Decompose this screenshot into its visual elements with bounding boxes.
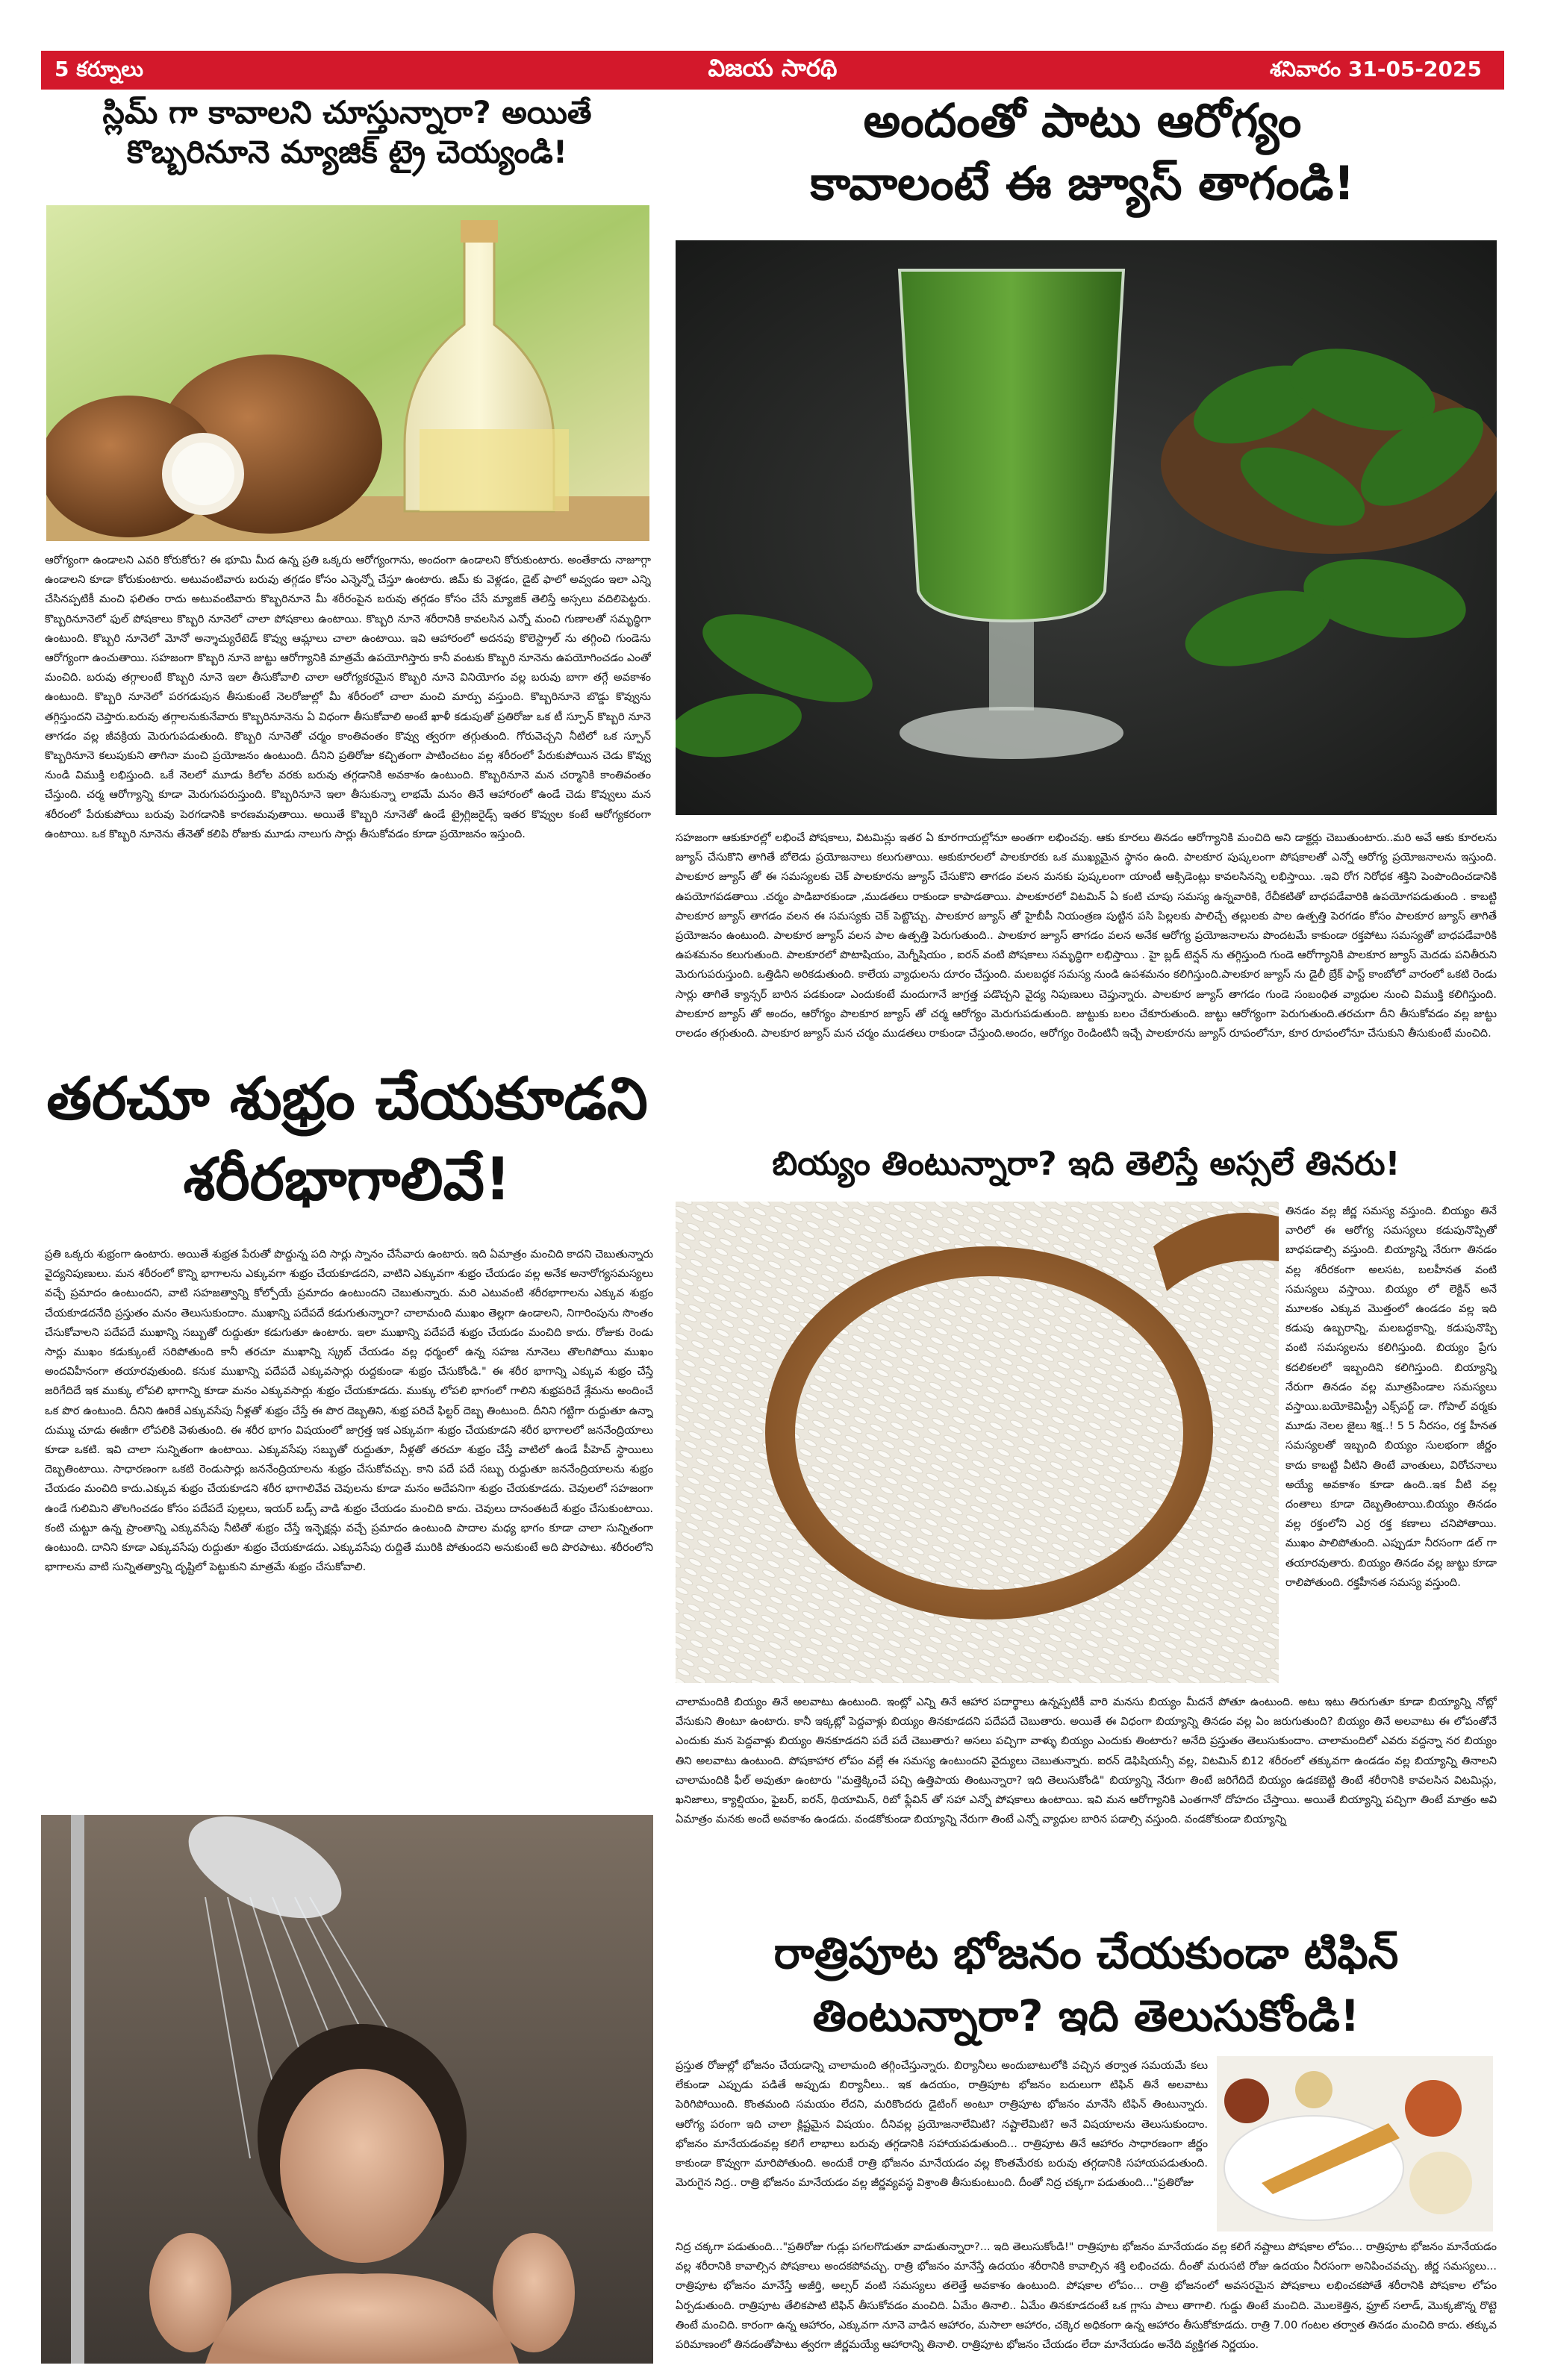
cleaning-headline (41, 1060, 653, 1220)
juice-headline (664, 90, 1500, 214)
juice-body: సహజంగా ఆకుకూరల్లో లభించే పోషకాలు, విటమిన్లు ఇతర ఏ కూరగాయల్లోనూ అంతగా లభించవు. ఆకు కూరలు తినడం ఆరోగ్యానికి మంచిది అని డాక్టర్లు చెబుతుంటారు..మరి అవే ఆకు కూరలను జ్యూస్ చేసుకొని తాగితే బోలెడు ప్రయోజనాలు కలుగుతాయి. ఆకుకూరలలో పాలకూరకు ఒక ముఖ్యమైన స్థానం ఉంది. పాలకూర పుష్కలంగా పోషకాలతో ఎన్నో ఆరోగ్య ప్రయోజనాలను ఇస్తుంది. పాలకూర జ్యూస్ తో ఈ సమస్యలకు చెక్ పాలకూరను జ్యూస్ చేసుకొని తాగడం వలన మనకు పుష్కలంగా యాంటీ ఆక్సిడెంట్లు కావలసినన్ని లభిస్తాయి. .ఇవి రోగ నిరోధక శక్తిని పెంపొందించడానికి ఉపయోగపడతాయి .చర్మం పాడిబారకుండా ,ముడతలు రాకుండా కాపాడతాయి. పాలకూరలో విటమిన్ ఏ కంటి చూపు సమస్య ఉన్నవారికి, రేచీకటితో బాధపడేవారికి ఉపయోగపడుతుంది . కాబట్టి పాలకూర జ్యూస్ తాగడం వలన ఈ సమస్యకు చెక్ పెట్టొచ్చు. పాలకూర జ్యూస్ తో హైబీపీ నియంత్రణ పుట్టిన పసి పిల్లలకు పాలిచ్చే తల్లులకు పాల ఉత్పత్తి పెరగడం కోసం పాలకూర జ్యూస్ తాగితే ప్రయోజనం ఉంటుంది. పాలకూర జ్యూస్ వలన పాల ఉత్పత్తి పెరుగుతుంది.. పాలకూర జ్యూస్ తాగడం వలన అనేక ఆరోగ్య ప్రయోజనాలను పొందటమే కాకుండా రక్తపోటు సమస్యతో బాధపడేవారికి ఉపశమనం కలుగుతుంది. పాలకూరలో పొటాషియం, మెగ్నీషియం , ఐరన్ వంటి పోషకాలు సమృద్ధిగా లభిస్తాయి . హై బ్లడ్ టెన్షన్ ను తగ్గిస్తుంది గుండె ఆరోగ్యానికి పాలకూర జ్యూస్ మెదడు పనితీరుని మెరుగుపరుస్తుంది. ఒత్తిడిని అరికడుతుంది. కాలేయ వ్యాధులను దూరం చేస్తుంది. మలబద్ధక సమస్య నుండి ఉపశమనం కలిగిస్తుంది.పాలకూర జ్యూస్ ను డైలీ బ్రేక్ ఫాస్ట్ కాంబోలో వారంలో ఒకటి రెండు సార్లు తాగితే క్యాన్సర్ బారిన పడకుండా ఎందుకంటే మందుగానే జాగ్రత్త పడొచ్చని వైద్య నిపుణులు చెప్తున్నారు. పాలకూర జ్యూస్ తాగడం గుండె సంబంధిత వ్యాధుల నుంచి విముక్తి కలిగిస్తుంది. పాలకూర జ్యూస్ తో అందం, ఆరోగ్యం పాలకూర జ్యూస్ తో చర్మ ఆరోగ్యం మెరుగుపడుతుంది. జుట్టుకు బలం చేకూరుతుంది. జుట్టు ఆరోగ్యంగా పెరుగుతుంది.తరచుగా దీని తీసుకోవడం వల్ల జుట్టు రాలడం తగ్గుతుంది. పాలకూర జ్యూస్ మన చర్మం ముడతలు రాకుండా చేస్తుంది.అందం, ఆరోగ్యం రెండింటినీ ఇచ్చే పాలకూరను జ్యూస్ రూపంలోనూ, కూర రూపంలోనూ చేసుకుని తీసుకుంటే మంచిది. (676, 831, 1497, 1040)
juice-headline-line1: అందంతో పాటు ఆరోగ్యం (863, 93, 1302, 148)
cleaning-headline-line1: తరచూ శుభ్రం చేయకూడని (46, 1066, 648, 1133)
coconut-body: ఆరోగ్యంగా ఉండాలని ఎవరి కోరుకోరు? ఈ భూమి మీద ఉన్న ప్రతి ఒక్కరు ఆరోగ్యంగాను, అందంగా ఉండాలని కోరుకుంటారు. అంతేకాదు నాజూగ్గా ఉండాలని కూడా కోరుకుంటారు. అటువంటివారు బరువు తగ్గడం కోసం ఎన్నెన్నో చేస్తూ ఉంటారు. జిమ్ కు వెళ్లడం, డైట్ ఫాలో అవ్వడం ఇలా ఎన్ని చేసినప్పటికీ మంచి ఫలితం రాదు అటువంటివారు కొబ్బరినూనె మీ శరీరంపైన బరువు తగ్గడం కోసం చేసే మ్యాజిక్ తెలిస్తే అస్సలు వదిలిపెట్టరు. కొబ్బరినూనెలో ఫుల్ పోషకాలు కొబ్బరి నూనెలో చాలా పోషకాలు ఉంటాయి. కొబ్బరి నూనె శరీరానికి కావలసిన ఎన్నో మంచి గుణాలతో సమృద్ధిగా ఉంటుంది. కొబ్బరి నూనెలో మోనో అన్శాచ్యురేటెడ్ కొవ్వు ఆమ్లాలు చాలా ఉంటాయి. ఇవి ఆహారంలో అదనపు కొలెస్ట్రాల్ ను తగ్గించి గుండెను ఆరోగ్యంగా ఉంచుతాయి. సహజంగా కొబ్బరి నూనె జుట్టు ఆరోగ్యానికి మాత్రమే ఉపయోగిస్తారు కానీ వంటకు కొబ్బరి నూనెను ఉపయోగించడం ఎంతో మంచిది. బరువు తగ్గాలంటే కొబ్బరి నూనె ఇలా తీసుకోవాలి చాలా ఆరోగ్యకరమైన కొబ్బరి నూనె వినియోగం వల్ల బరువు బాగా తగ్గే అవకాశం ఉంటుంది. కొబ్బరి నూనెలో పరగడుపున తీసుకుంటే నెలరోజుల్లో మీ శరీరంలో చాలా మంచి మార్పు వస్తుంది. కొబ్బరినూనె బొడ్డు కొవ్వును తగ్గిస్తుందని చెప్తారు.బరువు తగ్గాలనుకునేవారు కొబ్బరినూనెను ఏ విధంగా తీసుకోవాలి అంటే ఖాళీ కడుపుతో ప్రతిరోజు ఒక టీ స్పూన్ కొబ్బరి నూనె తాగడం వల్ల జీవక్రియ మెరుగుపడుతుంది. కొబ్బరి నూనెతో చర్మం కాంతివంతం కొవ్వు త్వరగా తగ్గుతుంది. గోరువెచ్చని నీటిలో ఒక స్పూన్ కొబ్బరినూనె కలుపుకుని తాగినా మంచి ప్రయోజనం ఉంటుంది. దీనిని ప్రతిరోజు కచ్చితంగా పాటించటం వల్ల శరీరంలో పేరుకుపోయిన చెడు కొవ్వు నుండి విముక్తి లభిస్తుంది. ఒకే నెలలో మూడు కిలోల వరకు బరువు తగ్గడానికి అవకాశం ఉంటుంది. కొబ్బరినూనె మన చర్మానికి కాంతివంతం చేస్తుంది. చర్మ ఆరోగ్యాన్ని కూడా మెరుగుపరుస్తుంది. కొబ్బరినూనె ఇలా తీసుకున్నా లాభమే మనం తినే ఆహారంలో ఉండే చెడు కొవ్వులు మన శరీరంలో పేరుకుపోయి బరువు పెరగడానికి కారణమవుతాయి. అయితే కొబ్బరి నూనెతో ఉండే ట్రైగ్లిజరైడ్స్ ఇతర కొవ్వుల కంటే ఆరోగ్యకరంగా ఉంటాయి. ఒక కొబ్బరి నూనెను తేనెతో కలిపి రోజుకు మూడు నాలుగు సార్లు తీసుకోవడం కూడా ప్రయోజనం ఇస్తుంది. (45, 554, 651, 840)
rice-headline: బియ్యం తింటున్నారా? ఇది తెలిస్తే అస్సలే తినరు! (772, 1145, 1400, 1183)
masthead-bar (41, 51, 1504, 90)
page-label: 5 కర్నూలు (54, 57, 143, 81)
cleaning-headline-line2: శరీరభాగాలివే! (183, 1146, 511, 1214)
rice-bottom-body: చాలామందికి బియ్యం తినే అలవాటు ఉంటుంది. ఇంట్లో ఎన్ని తినే ఆహార పదార్థాలు ఉన్నప్పటికీ వారి మనసు బియ్యం మీదనే పోతూ ఉంటుంది. అటు ఇటు తిరుగుతూ కూడా బియ్యాన్ని నోట్లో వేసుకుని తింటూ ఉంటారు. కానీ ఇక్కట్లో పెద్దవాళ్లు బియ్యం తినకూడదని పదేపదే చెబుతారు. అయితే ఈ విధంగా బియ్యాన్ని తినడం వల్ల ఏం జరుగుతుంది? బియ్యం తినే అలవాటు ఈ లోపంతోనే ఎందుకు మన పెద్దవాళ్లు బియ్యం తినకూడదని పదే పదే చెబుతారు? అసలు పచ్చిగా వాళ్ళు బియ్యం ఎందుకు తింటారు? అనేది ప్రస్తుతం తెలుసుకుందాం. చాలామందిలో ఎవరు వద్దన్నా నర బియ్యం తిని అలవాటు ఉంటుంది. పోషకాహార లోపం వల్లే ఈ సమస్య ఉంటుందని వైద్యులు చెబుతున్నారు. ఐరన్ డెఫిషియన్సీ వల్ల, విటమిన్ బి12 శరీరంలో తక్కువగా ఉండడం వల్ల బియ్యాన్ని తినాలని చాలామందికి ఫీల్ అవుతూ ఉంటారు "మత్తెక్కించే పచ్చి ఉత్తిపాయ తింటున్నారా? ఇది తెలుసుకోండి" బియ్యాన్ని నేరుగా తింటే జరిగేదిదే బియ్యం ఉడకబెట్టి తింటే శరీరానికి కావలసిన విటమిన్లు, ఖనిజాలు, క్యాల్షియం, ఫైబర్, ఐరన్, థియామిన్, రిబో ఫ్లేవిన్ తో సహా ఎన్నో పోషకాలు ఉంటాయి. ఇవి మన ఆరోగ్యానికి ఎంతగానో దోహదం చేస్తాయి. అయితే బియ్యాన్ని పచ్చిగా తింటే మాత్రం అవి ఏమాత్రం మనకు అందే అవకాశం ఉండదు. వండకోకుండా బియ్యాన్ని నేరుగా తింటే ఎన్నో వ్యాధుల బారిన పడాల్సి వస్తుంది. వండకోకుండా బియ్యాన్ని (676, 1696, 1497, 1826)
newspaper-name: విజయ సారథి (708, 54, 838, 82)
edition-date: శనివారం 31-05-2025 (1269, 57, 1482, 81)
tiffin-side-body: ప్రస్తుత రోజుల్లో భోజనం చేయడాన్ని చాలామంది తగ్గించేస్తున్నారు. బిర్యానీలు అందుబాటులోకి వచ్చిన తర్వాత సమయమే కలు లేకుండా ఎప్పుడు పడితే అప్పుడు బిర్యానీలు.. ఇక ఉదయం, రాత్రిపూట భోజనం బదులుగా టిఫిన్ తినే అలవాటు పెరిగిపోయింది. కొంతమంది సమయం లేదని, మరికొందరు డైటింగ్ అంటూ రాత్రిపూట భోజనం మానేసి టిఫిన్ తింటున్నారు. ఆరోగ్య పరంగా ఇది చాలా క్లిష్టమైన విషయం. దీనివల్ల ప్రయోజనాలేమిటి? నష్టాలేమిటి? అనే విషయాలను తెలుసుకుందాం. భోజనం మానేయడంవల్ల కలిగే లాభాలు బరువు తగ్గడానికి సహాయపడుతుంది... రాత్రిపూట తినే ఆహారం సాధారణంగా జీర్ణం కాకుండా కొవ్వుగా మారిపోతుంది. అందుకే రాత్రి భోజనం మానేయడం వల్ల కొంతమేరకు బరువు తగ్గడానికి సహాయపడుతుంది. మెరుగైన నిద్ర.. రాత్రి భోజనం మానేయడం వల్ల జీర్ణవ్యవస్థ విశ్రాంతి తీసుకుంటుంది. దీంతో నిద్ర చక్కగా పడుతుంది..."ప్రతిరోజు (676, 2059, 1208, 2190)
tiffin-bottom-body: నిద్ర చక్కగా పడుతుంది..."ప్రతిరోజు గుడ్లు పగలగొడుతూ వాడుతున్నారా?... ఇది తెలుసుకోండి!" రాత్రిపూట భోజనం మానేయడం వల్ల కలిగే నష్టాలు పోషకాల లోపం... రాత్రిపూట భోజనం మానేయడం వల్ల శరీరానికి కావాల్సిన పోషకాలు అందకపోవచ్చు. రాత్రి భోజనం మానేస్తే ఉదయం శరీరానికి కావాల్సిన శక్తి లభించదు. దీంతో మరుసటి రోజు ఉదయం నీరసంగా అనిపించవచ్చు. జీర్ణ సమస్యలు... రాత్రిపూట భోజనం మానేస్తే అజీర్తి, అల్సర్ వంటి సమస్యలు తలెత్తే అవకాశం ఉంటుంది. పోషకాల లోపం... రాత్రి భోజనంలో అవసరమైన పోషకాలు లభించకపోతే శరీరానికి పోషకాల లోపం ఏర్పడుతుంది. రాత్రిపూట తేలికపాటి టిఫిన్ తీసుకోవడం మంచిది. ఏమేం తినాలి.. ఏమేం తినకూడదంటే ఒక గ్లాసు పాలు తాగాలి. గుడ్డు తింటే మంచిది. మొలకెత్తిన, ఫ్రూట్ సలాడ్, మొక్కజొన్న రొట్టె తింటే మంచిది. కారంగా ఉన్న ఆహారం, ఎక్కువగా నూనె వాడిన ఆహారం, మసాలా ఆహారం, చక్కెర అధికంగా ఉన్న ఆహారం తీసుకోకూడదు. రాత్రి 7.00 గంటల తర్వాత తినడం మంచిది కాదు. తక్కువ పరిమాణంలో తినడంతోపాటు త్వరగా జీర్ణమయ్యే ఆహారాన్ని తినాలి. రాత్రిపూట భోజనం చేయడం లేదా మానేయడం అనేది వ్యక్తిగత నిర్ణయం. (676, 2240, 1497, 2352)
rice-photo (676, 1202, 1279, 1683)
tiffin-food-photo (1217, 2056, 1493, 2231)
coconut-headline-line1: స్లిమ్ గా కావాలని చూస్తున్నారా? అయితే (102, 94, 592, 131)
cleaning-body: ప్రతి ఒక్కరు శుభ్రంగా ఉంటారు. అయితే శుభ్రత పేరుతో పొద్దున్న పది సార్లు స్నానం చేసేవారు ఉంటారు. ఇది ఏమాత్రం మంచిది కాదని చెబుతున్నారు వైద్యనిపుణులు. మన శరీరంలో కొన్ని భాగాలను ఎక్కువగా శుభ్రం చేయకూడదని, వాటిని ఎక్కువగా శుభ్రం చేయడం వల్ల అనేక అనారోగ్యసమస్యలు వచ్చే ప్రమాదం ఉంటుందని, వాటి సహజత్వాన్ని కోల్పోయే ప్రమాదం ఉంటుందని చెబుతున్నారు. మరి ఎటువంటి శరీరభాగాలను ఎక్కువ శుభ్రం చేయకూడదనేది ప్రస్తుతం మనం తెలుసుకుందాం. ముఖాన్ని పదేపదే కడుగుతున్నారా? చాలామంది ముఖం తెల్లగా ఉండాలని, నిగారింపును సొంతం చేసుకోవాలని పదేపదే ముఖాన్ని సబ్బుతో రుద్దుతూ కడుగుతూ ఉంటారు. ఇలా ముఖాన్ని పదేపదే శుభ్రం చేయడం మంచిది కాదు. రోజుకు రెండు సార్లు ముఖం కడుక్కుంటే సరిపోతుంది కానీ తరచూ ముఖాన్ని స్క్రబ్ చేయడం వల్ల ధర్మంలో ఉన్న సహజ నూనెలు తొలగిపోయి ముఖం అందవిహీనంగా తయారవుతుంది. కనుక ముఖాన్ని పదేపదే ఎక్కువసార్లు రుద్దకుండా శుభ్రం చేసుకోండి." ఈ శరీర భాగాన్ని ఎక్కువ శుభ్రం చేస్తే జరిగేదిదే ఇక ముక్కు లోపలి భాగాన్ని కూడా మనం ఎక్కువసార్లు శుభ్రం చేయకూడదు. ముక్కు లోపలి భాగంలో గాలిని శుభ్రపరిచే శ్లేమను అందించే ఒక పొర ఉంటుంది. దీనిని ఊరికే ఎక్కువసేపు నీళ్లతో శుభ్రం చేస్తే ఈ పొర దెబ్బతిని, శుభ్ర పరిచే ఫిల్టర్ దెబ్బ తింటుంది. దీనిని గట్టిగా రుద్దుతూ ఉన్నా దుమ్ము చూడు ఈజీగా లోపలికి వెళుతుంది. ఈ శరీర భాగం విషయంలో జాగ్రత్త ఇక ఎక్కువగా శుభ్రం చేయకూడని శరీర భాగాలలో జననేంద్రియాలు కూడా ఒకటి. ఇవి చాలా సున్నితంగా ఉంటాయి. ఎక్కువసేపు సబ్బుతో రుద్దుతూ, నీళ్లతో తరచూ శుభ్రం చేస్తే వాటిలో ఉండే పీహెచ్ స్థాయిలు దెబ్బతింటాయి. సాధారణంగా ఒకటి రెండుసార్లు జననేంద్రియాలను శుభ్రం చేసుకోవచ్చు. కాని పదే పదే సబ్బు రుద్దుతూ జననేంద్రియాలను శుభ్రం చేయడం మంచిది కాదు.ఎక్కువ శుభ్రం చేయకూడని శరీర భాగాలివేవ చెవులను కూడా మనం అదేపనిగా శుభ్రం చేయకూడదు. చెవులలో సహజంగా ఉండే గులిమిని తొలగించడం కోసం పదేపదే పుల్లలు, ఇయర్ బడ్స్ వాడి శుభ్రం చేయడం మంచిది కాదు. చెవులు దానంతటదే శుభ్రం చేసుకుంటాయి. కంటి చుట్టూ ఉన్న ప్రాంతాన్ని ఎక్కువసేపు నీటితో శుభ్రం చేస్తే ఇన్ఫెక్షన్లు వచ్చే ప్రమాదం ఉంటుంది పాదాల మధ్య భాగం కూడా చాలా సున్నితంగా ఉంటుంది. దానిని కూడా ఎక్కువసేపు రుద్దుతూ శుభ్రం చేయకూడదు. ఎక్కువసేపు రుద్దితే మురికి పోతుందని అనుకుంటే అది పొరపాటు. శరీరంలోని భాగాలను వాటి సున్నితత్వాన్ని దృష్టిలో పెట్టుకుని మాత్రమే శుభ్రం చేసుకోవాలి. (45, 1248, 653, 1574)
spinach-juice-photo (676, 240, 1497, 815)
juice-headline-line2: కావాలంటే ఈ జ్యూస్ తాగండి! (810, 155, 1355, 210)
tiffin-headline (672, 1922, 1500, 2047)
tiffin-headline-line1: రాత్రిపూట భోజనం చేయకుండా టిఫిన్ (773, 1928, 1399, 1978)
coconut-oil-photo (46, 205, 649, 541)
tiffin-headline-line2: తింటున్నారా? ఇది తెలుసుకోండి! (812, 1990, 1360, 2042)
rice-side-body: తినడం వల్ల జీర్ణ సమస్య వస్తుంది. బియ్యం తినే వారిలో ఈ ఆరోగ్య సమస్యలు కడుపునొప్పితో బాధపడాల్సి వస్తుంది. బియ్యాన్ని నేరుగా తినడం వల్ల శరీరకంగా అలసట, బలహీనత వంటి సమస్యలు వస్తాయి. బియ్యం లో లెక్టిన్ అనే మూలకం ఎక్కువ మొత్తంలో ఉండడం వల్ల ఇది కడుపు ఉబ్బరాన్ని, మలబద్ధకాన్ని, కడుపునొప్పి వంటి సమస్యలను కలిగిస్తుంది. బియ్యం ప్రేగు కదలికలలో ఇబ్బందిని కలిగిస్తుంది. బియ్యాన్ని నేరుగా తినడం వల్ల మూత్రపిండాల సమస్యలు వస్తాయి.బయోకెమిస్ట్రీ ఎక్స్‌పర్ట్ డా. గోపాల్ వర్మకు మూడు నెలల జైలు శిక్ష..! 5 5 నీరసం, రక్త హీనత సమస్యలతో ఇబ్బంది బియ్యం సులభంగా జీర్ణం కాదు కాబట్టి వీటిని తింటే వాంతులు, విరోచనాలు అయ్యే అవకాశం కూడా ఉంది..ఇక వీటి వల్ల దంతాలు కూడా దెబ్బతింటాయి.బియ్యం తినడం వల్ల రక్తంలోని ఎర్ర రక్త కణాలు చనిపోతాయి. ముఖం పాలిపోతుంది. ఎప్పుడూ నీరసంగా డల్ గా తయారవుతారు. బియ్యం తినడం వల్ల జుట్టు కూడా రాలిపోతుంది. రక్తహీనత సమస్య వస్తుంది. (1285, 1205, 1497, 1589)
coconut-headline-line2: కొబ్బరినూనె మ్యాజిక్ ట్రై చెయ్యండి! (127, 133, 567, 170)
coconut-headline (41, 93, 653, 172)
shower-photo (41, 1815, 653, 2364)
